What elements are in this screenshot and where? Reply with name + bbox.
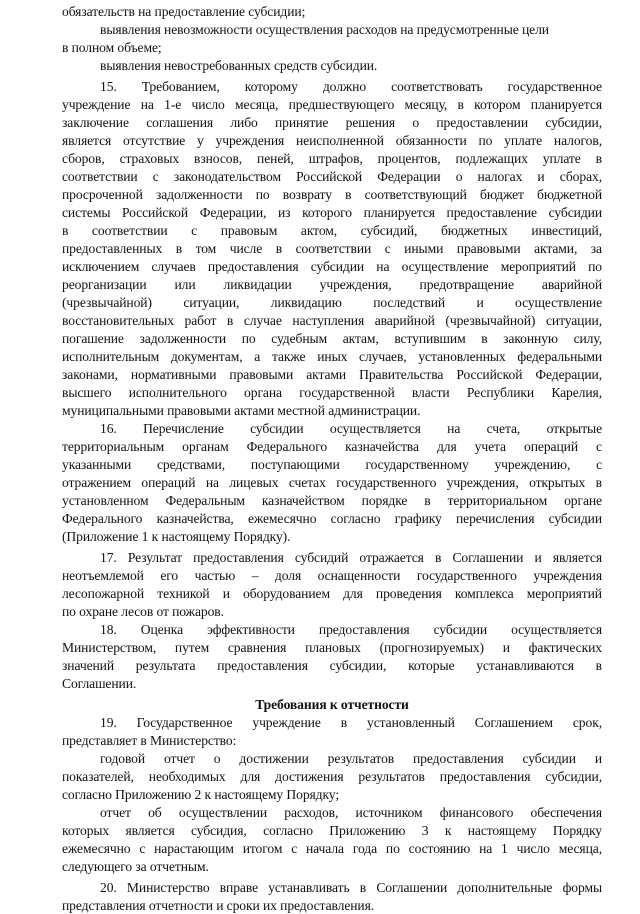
text-line: является отсутствие у учреждения неисполненной обязанности по уплате налогов,: [62, 133, 602, 148]
text-line: ежемесячно с нарастающим итогом с начала года по состоянию на 1 число месяца,: [62, 841, 602, 856]
text-line: соответствии с законодательством Российской Федерации о налогах и сборах,: [62, 169, 602, 184]
text-line: Федерального казначейства, ежемесячно согласно графику перечисления субсидии: [62, 511, 602, 526]
text-line: неотъемлемой его частью – доля оснащенности государственного учреждения: [62, 568, 602, 583]
text-line: 15. Требованием, которому должно соответствовать государственное: [100, 79, 602, 94]
text-line: Соглашении.: [62, 676, 137, 691]
text-line: реорганизации или ликвидации учреждения, предотвращение аварийной: [62, 277, 602, 292]
text-line: учреждение на 1-е число месяца, предшествующего месяцу, в котором планируется: [62, 97, 602, 112]
text-line: заключение соглашения либо принятие решения о предоставлении субсидии,: [62, 115, 602, 130]
text-line: лесопожарной техникой и оборудованием для проведения комплекса мероприятий: [62, 586, 602, 601]
text-line: отчет об осуществлении расходов, источником финансового обеспечения: [100, 805, 602, 820]
text-line: которых является субсидия, согласно Приложению 3 к настоящему Порядку: [62, 823, 602, 838]
text-line: исключением случаев предоставления субсидии на осуществление мероприятий по: [62, 259, 602, 274]
text-line: исполнительным документам, а также иных случаев, установленных федеральными: [62, 349, 602, 364]
text-line: в полном объеме;: [62, 40, 162, 55]
text-line: согласно Приложению 2 к настоящему Порядку;: [62, 787, 339, 802]
text-line: 19. Государственное учреждение в установленный Соглашением срок,: [100, 715, 602, 730]
text-line: законами, нормативными правовыми актами Правительства Российской Федерации,: [62, 367, 602, 382]
text-line: 20. Министерство вправе устанавливать в Соглашении дополнительные формы: [100, 880, 602, 895]
text-line: выявления невозможности осуществления расходов на предусмотренные цели: [100, 22, 549, 37]
text-line: 18. Оценка эффективности предоставления субсидии осуществляется: [100, 622, 602, 637]
text-line: годовой отчет о достижении результатов предоставления субсидии и: [100, 751, 602, 766]
text-line: восстановительных работ в случае наступления аварийной (чрезвычайной) ситуации,: [62, 313, 602, 328]
text-line: в соответствии с правовым актом, субсидий, бюджетных инвестиций,: [62, 223, 602, 238]
text-line: высшего исполнительного органа государственной власти Республики Карелия,: [62, 385, 602, 400]
text-line: 17. Результат предоставления субсидий отражается в Соглашении и является: [100, 550, 602, 565]
text-line: Министерством, путем сравнения плановых (прогнозируемых) и фактических: [62, 640, 602, 655]
text-line: установленном Федеральным казначейством порядке в территориальном органе: [62, 493, 602, 508]
text-line: отражением операций на лицевых счетах государственного учреждения, открытых в: [62, 475, 602, 490]
text-line: системы Российской Федерации, из которого планируется предоставление субсидии: [62, 205, 602, 220]
section-heading: Требования к отчетности: [255, 697, 409, 712]
text-line: просроченной задолженности по возврату в соответствующий бюджет бюджетной: [62, 187, 602, 202]
text-line: предоставленных в том числе в соответствии с иными правовыми актами, за: [62, 241, 602, 256]
text-line: (чрезвычайной) ситуации, ликвидацию последствий и осуществление: [62, 295, 602, 310]
text-line: муниципальными правовыми актами местной администрации.: [62, 403, 421, 418]
text-line: показателей, необходимых для достижения результатов предоставления субсидии,: [62, 769, 602, 784]
text-line: значений результата предоставления субсидии, которые устанавливаются в: [62, 658, 602, 673]
text-line: обязательств на предоставление субсидии;: [62, 4, 306, 19]
text-line: погашение задолженности по судебным актам, вступившим в законную силу,: [62, 331, 602, 346]
text-line: представляет в Министерство:: [62, 733, 237, 748]
text-line: выявления невостребованных средств субсидии.: [100, 58, 378, 73]
text-line: следующего за отчетным.: [62, 859, 209, 874]
text-line: 16. Перечисление субсидии осуществляется на счета, открытые: [100, 421, 602, 436]
text-line: по охране лесов от пожаров.: [62, 604, 224, 619]
text-line: (Приложение 1 к настоящему Порядку).: [62, 529, 291, 544]
text-line: сборов, страховых взносов, пеней, штрафов, процентов, подлежащих уплате в: [62, 151, 602, 166]
text-line: территориальным органам Федерального казначейства для учета операций с: [62, 439, 602, 454]
text-line: указанными средствами, поступающими государственному учреждению, с: [62, 457, 602, 472]
text-line: представления отчетности и сроки их предоставления.: [62, 898, 375, 913]
